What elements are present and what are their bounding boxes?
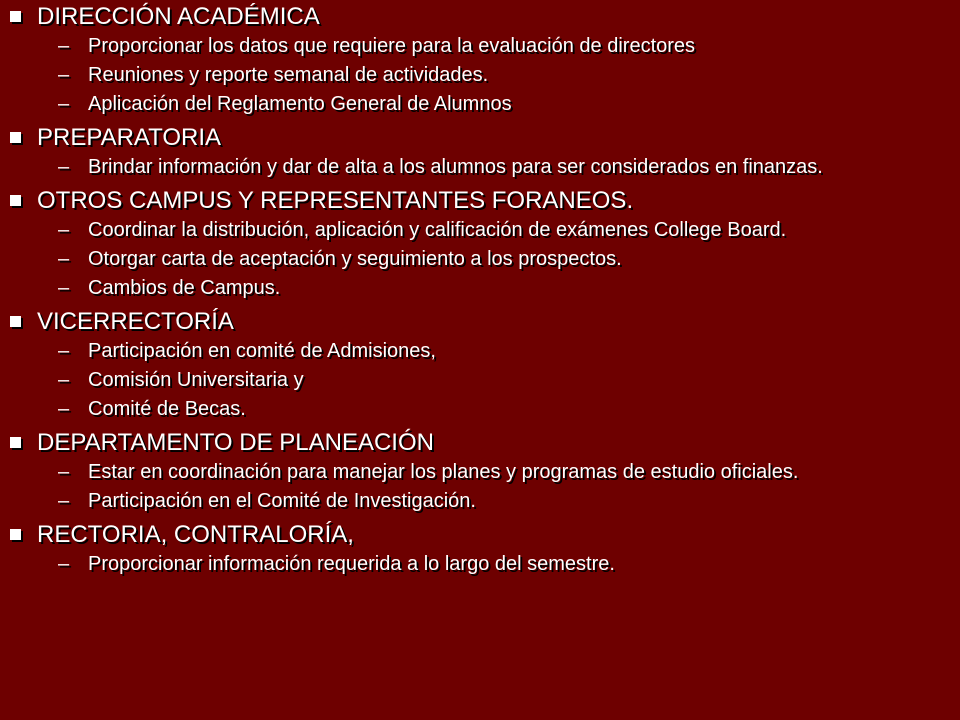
heading-text: OTROS CAMPUS Y REPRESENTANTES FORANEOS. [37, 187, 634, 214]
list-item [0, 462, 960, 482]
square-bullet-icon [10, 316, 21, 327]
list-item [0, 36, 960, 56]
section-heading [0, 186, 960, 216]
list-item-text: Comité de Becas. [88, 398, 246, 420]
section-heading [0, 2, 960, 32]
section-departamento-planeacion [0, 428, 960, 511]
list-item [0, 341, 960, 361]
list-item-text: Estar en coordinación para manejar los planes y programas de estudio oficiales. [88, 461, 799, 483]
sub-item-list [0, 157, 960, 177]
dash-bullet: – [58, 248, 70, 270]
dash-bullet: – [58, 156, 70, 178]
list-item-text: Reuniones y reporte semanal de actividades. [88, 64, 489, 86]
square-bullet-icon [10, 195, 21, 206]
section-heading [0, 428, 960, 458]
sub-item-list [0, 341, 960, 419]
square-bullet-icon [10, 132, 21, 143]
dash-bullet: – [58, 93, 70, 115]
square-bullet-icon [10, 437, 21, 448]
list-item [0, 157, 960, 177]
dash-bullet: – [58, 35, 70, 57]
dash-bullet: – [58, 277, 70, 299]
dash-bullet: – [58, 219, 70, 241]
list-item [0, 491, 960, 511]
list-item-text: Cambios de Campus. [88, 277, 281, 299]
list-item-text: Brindar información y dar de alta a los alumnos para ser considerados en finanzas. [88, 156, 823, 178]
list-item [0, 249, 960, 269]
heading-text: DEPARTAMENTO DE PLANEACIÓN [37, 429, 434, 456]
section-heading [0, 307, 960, 337]
heading-text: DIRECCIÓN ACADÉMICA [37, 3, 320, 30]
list-item [0, 94, 960, 114]
dash-bullet: – [58, 369, 70, 391]
section-rectoria-contraloria [0, 520, 960, 574]
list-item-text: Proporcionar los datos que requiere para la evaluación de directores [88, 35, 696, 57]
list-item [0, 278, 960, 298]
section-otros-campus [0, 186, 960, 298]
sub-item-list [0, 220, 960, 298]
heading-text: RECTORIA, CONTRALORÍA, [37, 521, 354, 548]
list-item-text: Proporcionar información requerida a lo largo del semestre. [88, 553, 615, 575]
heading-text: VICERRECTORÍA [37, 308, 234, 335]
sub-item-list [0, 462, 960, 511]
list-item-text: Coordinar la distribución, aplicación y calificación de exámenes College Board. [88, 219, 787, 241]
section-heading [0, 520, 960, 550]
section-heading [0, 123, 960, 153]
square-bullet-icon [10, 11, 21, 22]
dash-bullet: – [58, 64, 70, 86]
list-item [0, 65, 960, 85]
list-item [0, 220, 960, 240]
list-item [0, 399, 960, 419]
sub-item-list [0, 36, 960, 114]
list-item-text: Participación en comité de Admisiones, [88, 340, 436, 362]
sub-item-list [0, 554, 960, 574]
list-item [0, 370, 960, 390]
dash-bullet: – [58, 553, 70, 575]
dash-bullet: – [58, 490, 70, 512]
heading-text: PREPARATORIA [37, 124, 222, 151]
list-item [0, 554, 960, 574]
section-direccion-academica [0, 2, 960, 114]
dash-bullet: – [58, 461, 70, 483]
list-item-text: Comisión Universitaria y [88, 369, 304, 391]
dash-bullet: – [58, 398, 70, 420]
square-bullet-icon [10, 529, 21, 540]
dash-bullet: – [58, 340, 70, 362]
section-vicerrectoria [0, 307, 960, 419]
list-item-text: Participación en el Comité de Investigación. [88, 490, 476, 512]
list-item-text: Otorgar carta de aceptación y seguimiento a los prospectos. [88, 248, 622, 270]
section-preparatoria [0, 123, 960, 177]
list-item-text: Aplicación del Reglamento General de Alumnos [88, 93, 512, 115]
